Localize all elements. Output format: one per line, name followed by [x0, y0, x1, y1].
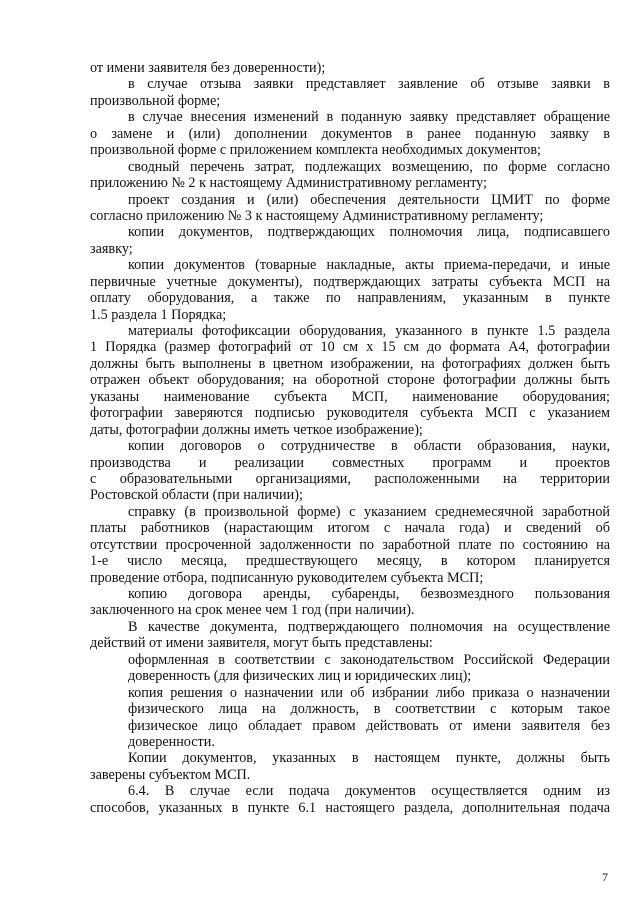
- text-line: о замене и (или) дополнении документов в ранее поданную заявку в: [90, 125, 610, 142]
- text-line: приложению № 2 к настоящему Административному регламенту;: [90, 175, 487, 192]
- text-line: 1-е число месяца, предшествующего месяцу, в котором планируется: [90, 553, 610, 570]
- page-number: 7: [602, 870, 608, 884]
- text-line: доверенности.: [128, 733, 215, 750]
- text-line: Ростовской области (при наличии);: [90, 487, 303, 504]
- text-line: производства и реализации совместных программ и проектов: [90, 454, 610, 471]
- text-line: заявку;: [90, 240, 133, 257]
- text-line: сводный перечень затрат, подлежащих возмещению, по форме согласно: [128, 158, 610, 175]
- text-line: заключенного на срок менее чем 1 год (при наличии).: [90, 602, 415, 619]
- text-line: копия решения о назначении или об избрании либо приказа о назначении: [128, 684, 610, 701]
- text-line: заверены субъектом МСП.: [90, 766, 251, 783]
- text-line: действий от имени заявителя, могут быть представлены:: [90, 635, 433, 652]
- text-line: копии документов, подтверждающих полномочия лица, подписавшего: [128, 224, 610, 241]
- text-line: с образовательными организациями, расположенными на территории: [90, 470, 610, 487]
- text-line: произвольной форме;: [90, 92, 221, 109]
- text-line: оплату оборудования, а также по направлениям, указанным в пункте: [90, 290, 610, 307]
- text-line: платы работников (нарастающим итогом с начала года) и сведений об: [90, 520, 610, 537]
- text-line: отсутствии просроченной задолженности по заработной плате по состоянию на: [90, 536, 610, 553]
- text-line: от имени заявителя без доверенности);: [90, 60, 326, 76]
- text-line: должны быть выполнены в цветном изображении, на фотографиях должен быть: [90, 355, 610, 372]
- text-line: физического лица на должность, в соответствии с которым такое: [128, 701, 610, 718]
- text-line: в случае внесения изменений в поданную заявку представляет обращение: [128, 109, 610, 126]
- text-line: копии договоров о сотрудничестве в области образования, науки,: [128, 438, 610, 455]
- text-line: даты, фотографии должны иметь четкое изображение);: [90, 421, 423, 438]
- text-line: физическое лицо обладает правом действовать от имени заявителя без: [128, 717, 610, 734]
- text-line: доверенность (для физических лиц и юридических лиц);: [128, 668, 472, 685]
- text-line: 1.5 раздела 1 Порядка;: [90, 306, 227, 323]
- text-line: фотографии заверяются подписью руководителя субъекта МСП с указанием: [90, 405, 610, 422]
- text-line: проведение отбора, подписанную руководителем субъекта МСП;: [90, 569, 484, 586]
- text-line: проект создания и (или) обеспечения деятельности ЦМИТ по форме: [128, 191, 610, 208]
- text-line: способов, указанных в пункте 6.1 настоящего раздела, дополнительная подача: [90, 799, 610, 816]
- document-body: [90, 60, 610, 816]
- text-line: произвольной форме с приложением комплекта необходимых документов;: [90, 142, 541, 159]
- text-line: отражен объект оборудования; на оборотной стороне фотографии должны быть: [90, 372, 610, 389]
- text-line: оформленная в соответствии с законодательством Российской Федерации: [128, 651, 610, 668]
- text-line: копии документов (товарные накладные, акты приема-передачи, и иные: [128, 257, 610, 274]
- text-line: в случае отзыва заявки представляет заявление об отзыве заявки в: [128, 76, 610, 93]
- text-line: материалы фотофиксации оборудования, указанного в пункте 1.5 раздела: [128, 323, 610, 339]
- text-line: Копии документов, указанных в настоящем пункте, должны быть: [128, 750, 610, 767]
- text-line: 1 Порядка (размер фотографий от 10 см х 15 см до формата А4, фотографии: [90, 339, 610, 356]
- text-line: указаны наименование субъекта МСП, наименование оборудования;: [90, 388, 610, 405]
- text-line: копию договора аренды, субаренды, безвозмездного пользования: [128, 586, 610, 602]
- text-line: справку (в произвольной форме) с указанием среднемесячной заработной: [128, 503, 610, 520]
- text-line: 6.4. В случае если подача документов осуществляется одним из: [128, 783, 610, 800]
- text-line: согласно приложению № 3 к настоящему Административному регламенту;: [90, 207, 544, 224]
- text-line: первичные учетные документы), подтверждающих затраты субъекта МСП на: [90, 273, 610, 290]
- text-line: В качестве документа, подтверждающего полномочия на осуществление: [128, 618, 610, 635]
